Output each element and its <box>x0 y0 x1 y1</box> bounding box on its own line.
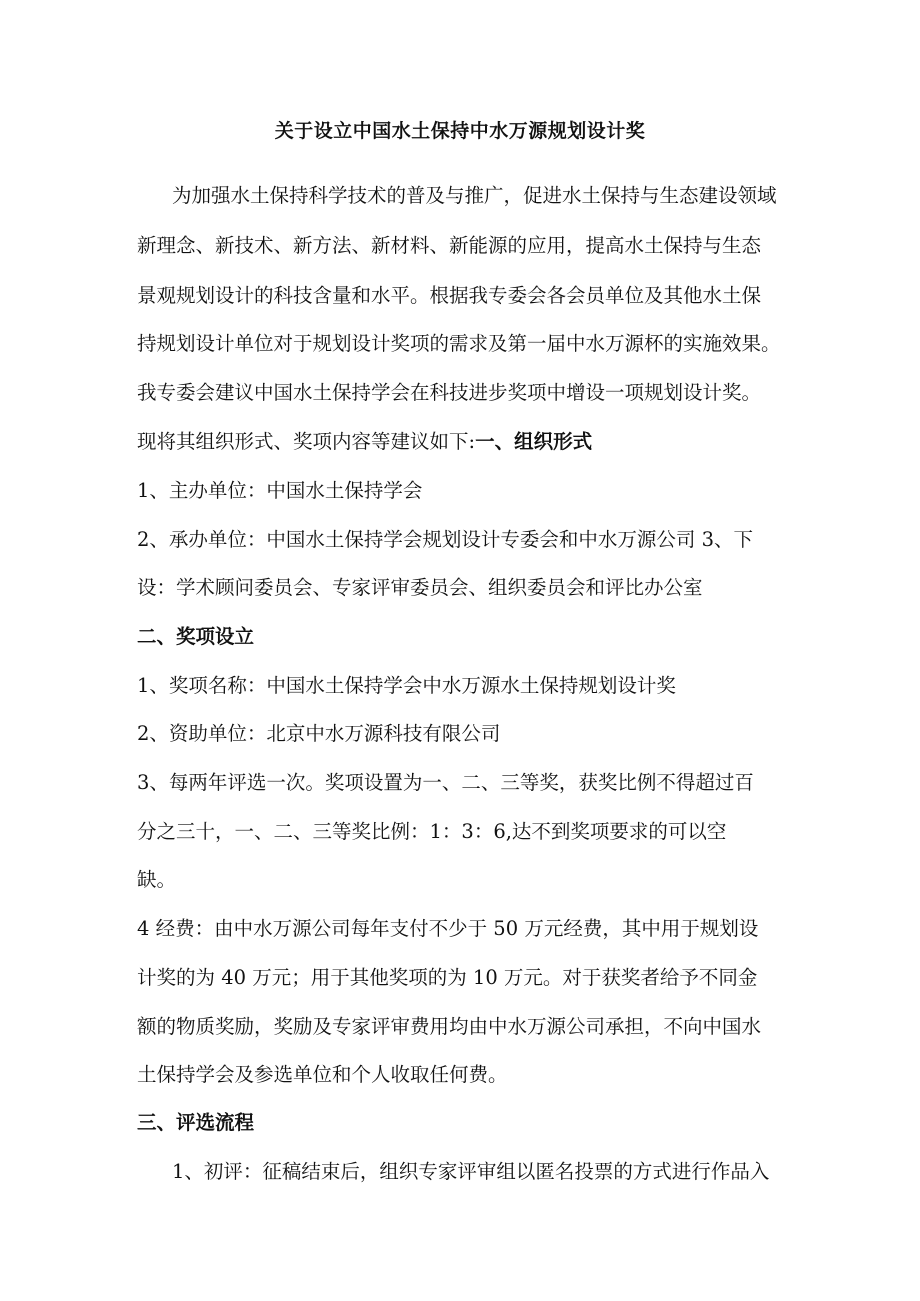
list-item: 1、主办单位：中国水土保持学会 <box>137 479 423 502</box>
paragraph-line: 为加强水土保持科学技术的普及与推广，促进水土保持与生态建设领域 <box>172 184 777 207</box>
list-item: 设：学术顾问委员会、专家评审委员会、组织委员会和评比办公室 <box>137 576 703 599</box>
section-heading-process: 三、评选流程 <box>137 1111 255 1134</box>
list-item: 缺。 <box>137 868 177 891</box>
section-heading-awards: 二、奖项设立 <box>137 625 255 648</box>
list-item: 计奖的为 40 万元；用于其他奖项的为 10 万元。对于获奖者给予不同金 <box>137 966 758 989</box>
list-item: 2、承办单位：中国水土保持学会规划设计专委会和中水万源公司 3、下 <box>137 528 754 551</box>
paragraph-line: 景观规划设计的科技含量和水平。根据我专委会各会员单位及其他水土保 <box>137 284 762 307</box>
list-item: 1、初评：征稿结束后，组织专家评审组以匿名投票的方式进行作品入 <box>172 1160 770 1183</box>
list-item: 4 经费：由中水万源公司每年支付不少于 50 万元经费，其中用于规划设 <box>137 917 759 940</box>
list-item: 额的物质奖励，奖励及专家评审费用均由中水万源公司承担，不向中国水 <box>137 1015 762 1038</box>
paragraph-line <box>137 428 797 456</box>
section-heading-organization: 一、组织形式 <box>475 430 593 453</box>
paragraph-text: 现将其组织形式、奖项内容等建议如下: <box>137 430 476 453</box>
paragraph-line: 新理念、新技术、新方法、新材料、新能源的应用，提高水土保持与生态 <box>137 234 762 257</box>
document-title: 关于设立中国水土保持中水万源规划设计奖 <box>274 120 646 142</box>
paragraph-line: 我专委会建议中国水土保持学会在科技进步奖项中增设一项规划设计奖。 <box>137 381 762 404</box>
list-item: 土保持学会及参选单位和个人收取任何费。 <box>137 1063 508 1086</box>
list-item: 3、每两年评选一次。奖项设置为一、二、三等奖，获奖比例不得超过百 <box>137 771 754 794</box>
paragraph-line: 持规划设计单位对于规划设计奖项的需求及第一届中水万源杯的实施效果。 <box>137 332 781 355</box>
list-item: 分之三十，一、二、三等奖比例：1：3：6,达不到奖项要求的可以空 <box>137 820 727 843</box>
list-item: 2、资助单位：北京中水万源科技有限公司 <box>137 722 501 745</box>
list-item: 1、奖项名称：中国水土保持学会中水万源水土保持规划设计奖 <box>137 674 676 697</box>
